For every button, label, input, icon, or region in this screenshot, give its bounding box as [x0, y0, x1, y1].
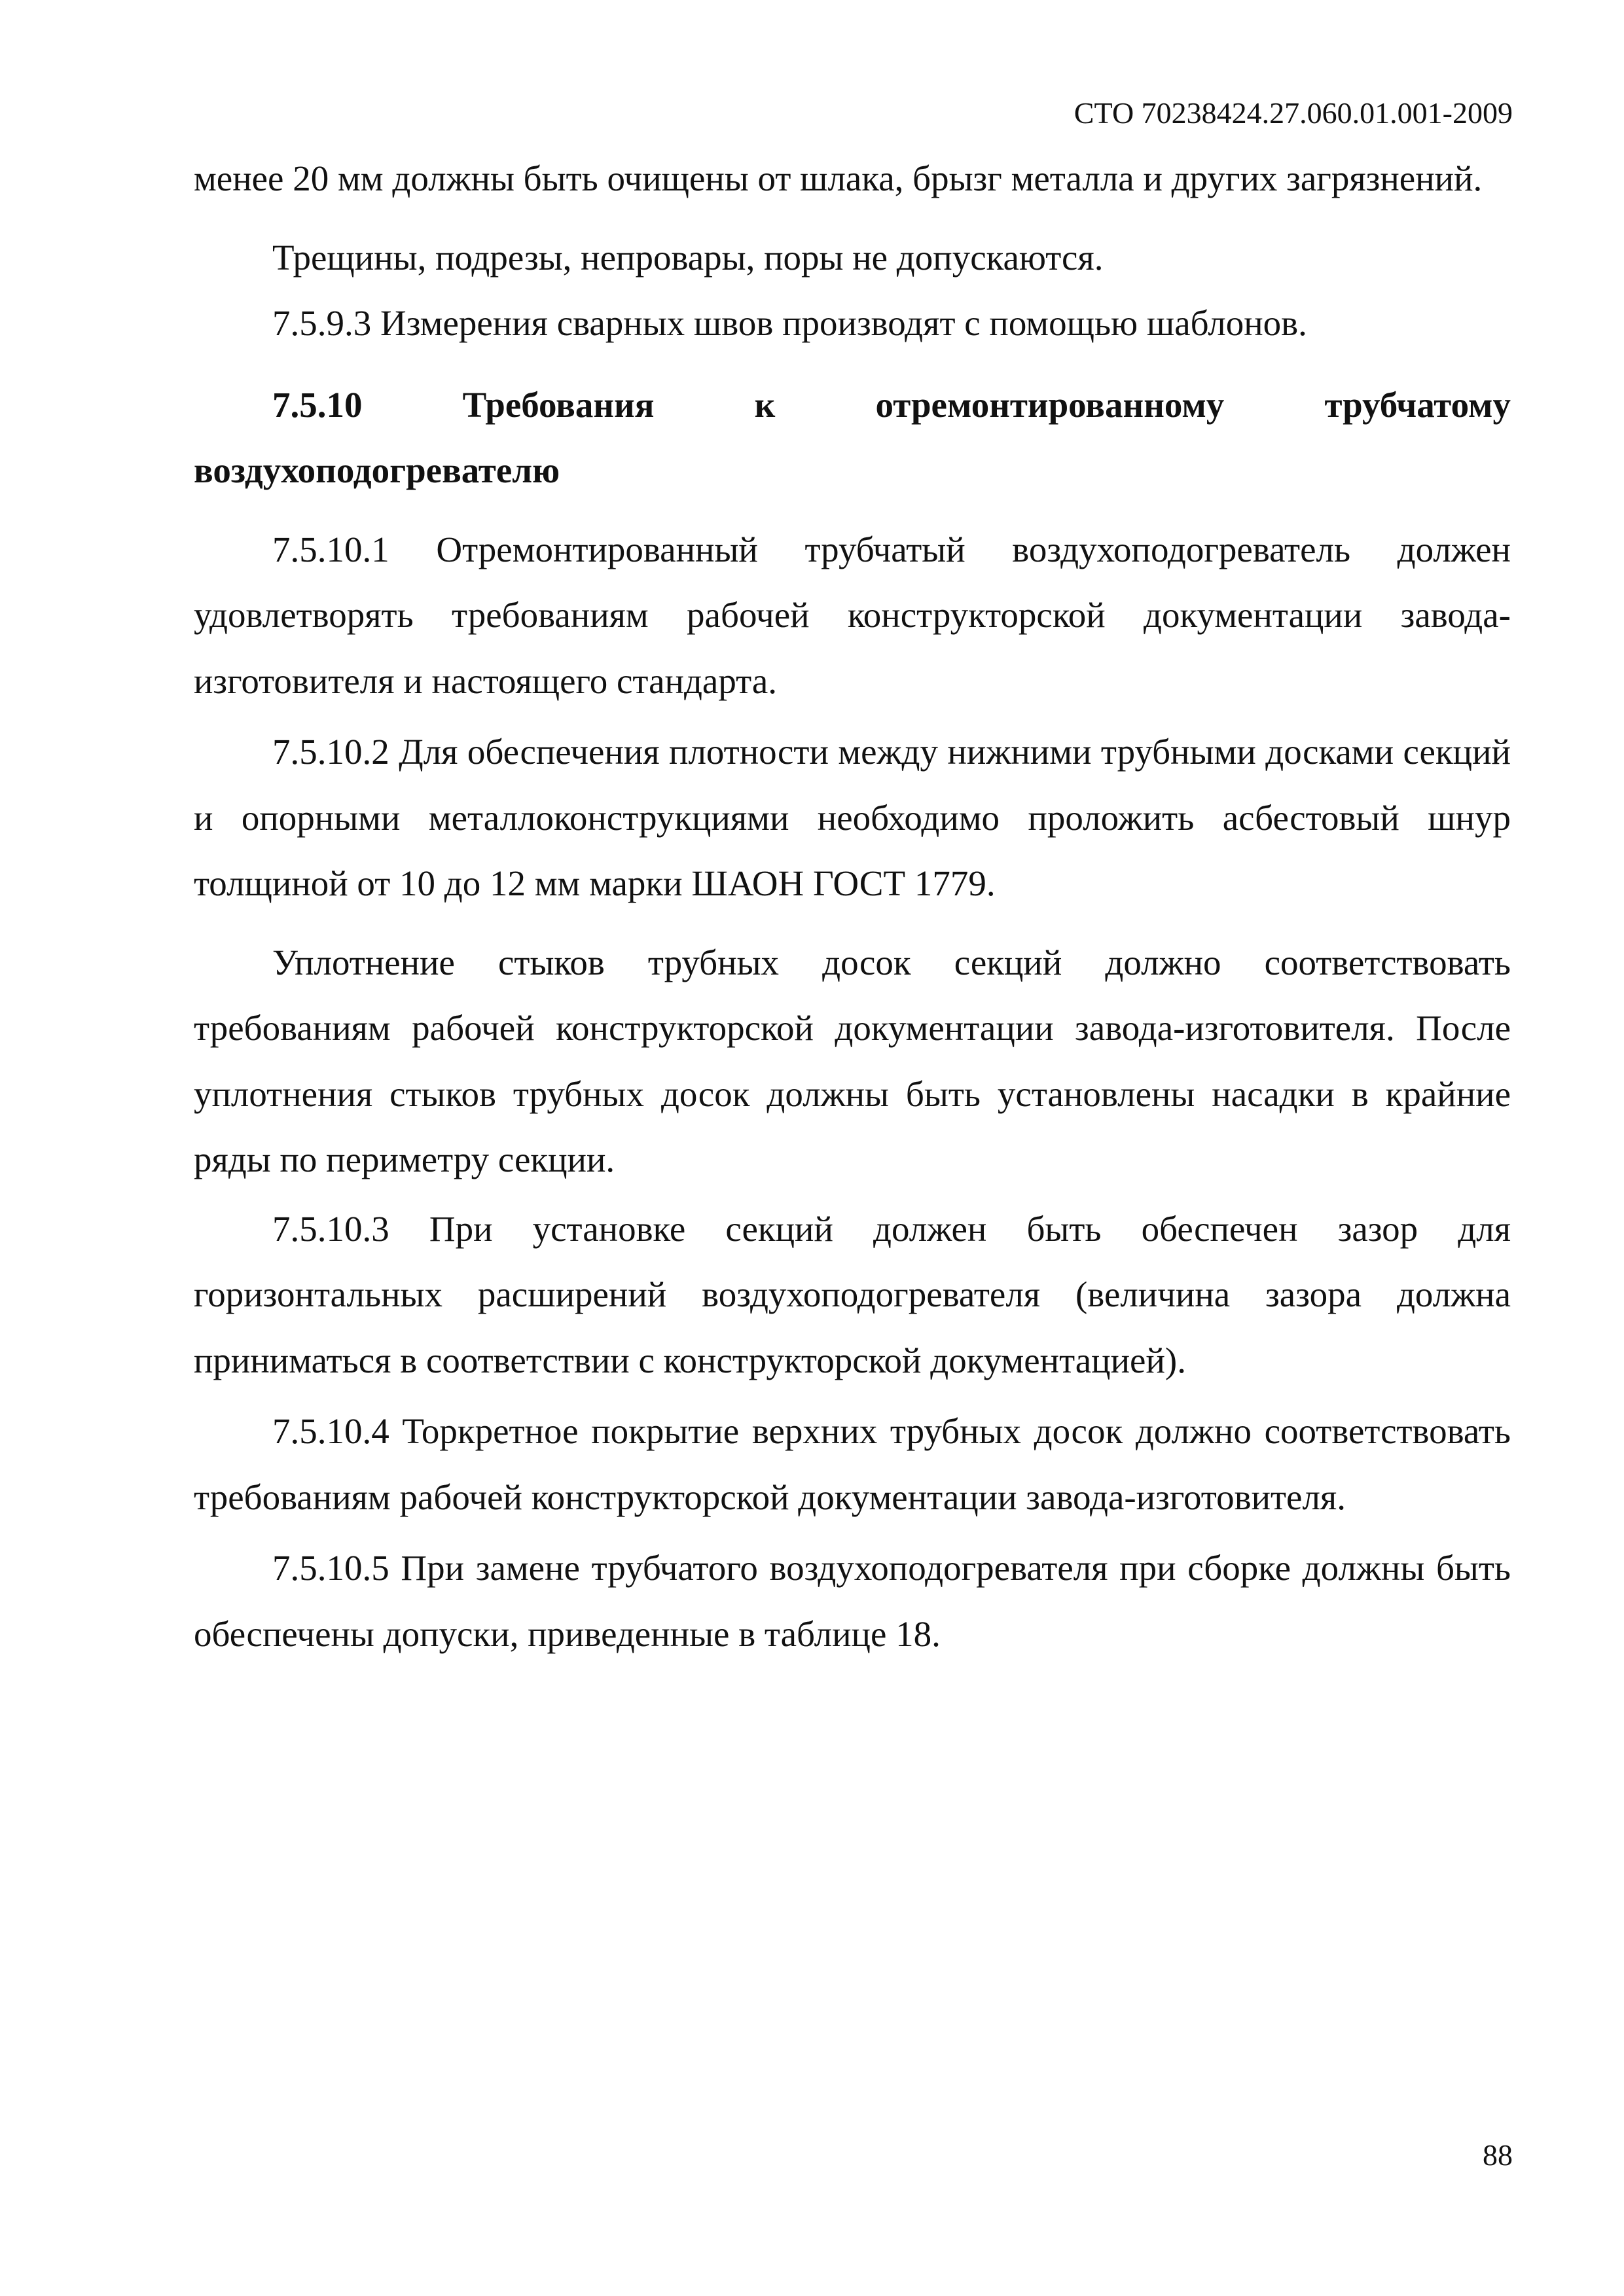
paragraph-7-5-10-3: 7.5.10.3 При установке секций должен быть обеспечен зазор для горизонтальных расширений воздухоподогревателя (величина зазора должна приниматься в соответствии с конструкторской документацией). — [194, 1208, 1511, 1380]
paragraph-continuation: менее 20 мм должны быть очищены от шлака, брызг металла и других загрязнений. — [194, 158, 1483, 198]
document-code-header: СТО 70238424.27.060.01.001-2009 — [1074, 96, 1513, 130]
paragraph-defects: Трещины, подрезы, непровары, поры не допускаются. — [272, 237, 1104, 278]
section-heading-7-5-10: 7.5.10 Требования к отремонтированному трубчатому воздухоподогревателю — [194, 384, 1511, 490]
paragraph-7-5-10-2: 7.5.10.2 Для обеспечения плотности между нижними трубными досками секций и опорными металлоконструкциями необходимо проложить асбестовый шнур толщиной от 10 до 12 мм марки ШАОН ГОСТ 1779. — [194, 732, 1511, 903]
paragraph-7-5-10-1: 7.5.10.1 Отремонтированный трубчатый воздухоподогреватель должен удовлетворять требованиям рабочей конструкторской документации завода-изготовителя и настоящего стандарта. — [194, 529, 1511, 701]
document-body — [194, 146, 1511, 1667]
paragraph-sealing: Уплотнение стыков трубных досок секций должно соответствовать требованиям рабочей конструкторской документации завода-изготовителя. После уплотнения стыков трубных досок должны быть установлены насадки в крайние ряды по периметру секции. — [194, 942, 1511, 1179]
paragraph-7-5-9-3: 7.5.9.3 Измерения сварных швов производят с помощью шаблонов. — [272, 303, 1307, 343]
paragraph-7-5-10-5: 7.5.10.5 При замене трубчатого воздухоподогревателя при сборке должны быть обеспечены допуски, приведенные в таблице 18. — [194, 1548, 1511, 1654]
paragraph-7-5-10-4: 7.5.10.4 Торкретное покрытие верхних трубных досок должно соответствовать требованиям рабочей конструкторской документации завода-изготовителя. — [194, 1411, 1511, 1517]
page-number: 88 — [1483, 2138, 1513, 2172]
